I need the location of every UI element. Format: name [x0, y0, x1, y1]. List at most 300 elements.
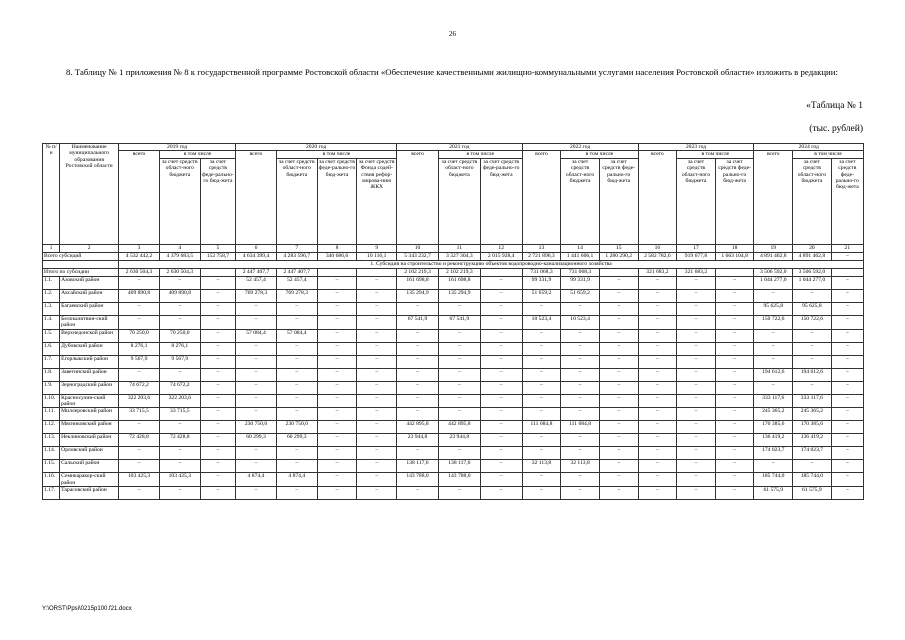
table-cell: – [638, 329, 677, 342]
table-cell: – [561, 368, 600, 381]
table-cell: – [715, 421, 754, 434]
table-cell: – [357, 473, 397, 487]
table-cell: – [677, 434, 716, 447]
table-cell: – [599, 473, 638, 487]
table-cell: – [831, 473, 863, 487]
table-cell: – [831, 289, 863, 302]
table-cell: – [317, 276, 357, 289]
column-number: 2 [60, 244, 119, 252]
header-total-2023: всего [638, 151, 677, 244]
table-cell: – [397, 447, 439, 460]
table-cell: – [522, 408, 561, 421]
municipality-name: Зерноградский район [60, 381, 119, 394]
table-cell: – [159, 421, 200, 434]
table-cell [599, 268, 638, 276]
table-cell: – [236, 394, 277, 408]
table-cell: – [599, 315, 638, 329]
table-cell: – [638, 342, 677, 355]
table-cell: – [159, 302, 200, 315]
table-cell: 51 659,2 [522, 289, 561, 302]
total-row-label: Всего субсидий [43, 252, 119, 260]
table-cell: – [599, 487, 638, 500]
table-cell: – [793, 381, 832, 394]
table-cell: – [599, 289, 638, 302]
table-cell: – [599, 421, 638, 434]
total-row [43, 252, 864, 260]
table-cell: 442 895,8 [397, 421, 439, 434]
table-cell: – [317, 487, 357, 500]
row-number: 1.11. [43, 408, 60, 421]
table-cell: 194 612,6 [793, 368, 832, 381]
column-number: 17 [677, 244, 716, 252]
municipality-name: Миллеровский район [60, 408, 119, 421]
table-cell: 23 944,8 [438, 434, 480, 447]
table-cell: 5 343 232,7 [397, 252, 439, 260]
column-number: 12 [480, 244, 522, 252]
table-cell: 8 276,1 [159, 342, 200, 355]
row-number: 1.6. [43, 342, 60, 355]
table-cell: – [276, 460, 317, 473]
table-cell: 143 788,0 [438, 473, 480, 487]
table-cell: – [638, 487, 677, 500]
table-cell: – [715, 487, 754, 500]
header-year-2019: 2019 год [119, 144, 236, 151]
table-cell: – [831, 315, 863, 329]
table-cell: – [522, 302, 561, 315]
table-cell: – [357, 289, 397, 302]
table-cell: 138 117,6 [438, 460, 480, 473]
table-cell: – [480, 302, 522, 315]
page-number: 26 [449, 30, 456, 38]
column-number-row [43, 244, 864, 252]
header-including-2023: в том числе [677, 151, 754, 158]
column-number: 9 [357, 244, 397, 252]
table-cell: – [200, 302, 235, 315]
table-cell: – [831, 434, 863, 447]
table-cell: – [480, 368, 522, 381]
table-cell [357, 268, 397, 276]
table-cell: – [522, 447, 561, 460]
table-cell: – [236, 408, 277, 421]
table-cell: – [276, 355, 317, 368]
table-cell: 1 044 277,0 [754, 276, 793, 289]
table-cell: – [236, 368, 277, 381]
table-cell: – [522, 434, 561, 447]
table-cell: 72 428,8 [119, 434, 160, 447]
table-cell: – [754, 355, 793, 368]
table-cell: 2 102 219,3 [397, 268, 439, 276]
table-cell: 322 203,6 [159, 394, 200, 408]
row-number: 1.8. [43, 368, 60, 381]
table-cell: 4 532 442,2 [119, 252, 160, 260]
table-cell: 340 686,6 [317, 252, 357, 260]
table-cell: – [677, 394, 716, 408]
header-regional-2023: за счет средств област-ного бюджета [677, 158, 716, 244]
table-cell: – [561, 329, 600, 342]
table-row [43, 447, 864, 460]
table-cell: 174 023,7 [754, 447, 793, 460]
table-row [43, 408, 864, 421]
table-cell: 52 457,4 [276, 276, 317, 289]
table-cell: – [793, 342, 832, 355]
municipality-name: Орловский район [60, 447, 119, 460]
table-cell: 185 744,0 [754, 473, 793, 487]
table-cell: – [831, 355, 863, 368]
row-number: 1.10. [43, 394, 60, 408]
table-cell: – [357, 355, 397, 368]
table-cell: – [715, 394, 754, 408]
table-cell: 150 722,6 [754, 315, 793, 329]
table-cell: – [599, 381, 638, 394]
table-cell: – [317, 394, 357, 408]
table-cell: – [200, 434, 235, 447]
table-cell: 321 683,2 [638, 268, 677, 276]
column-number: 7 [276, 244, 317, 252]
table-cell: – [522, 381, 561, 394]
table-cell: 2 447 407,7 [236, 268, 277, 276]
table-cell: 161 698,8 [397, 276, 439, 289]
table-cell: – [831, 381, 863, 394]
row-number: 1.13. [43, 434, 60, 447]
table-cell: 10 523,4 [522, 315, 561, 329]
table-cell: – [754, 329, 793, 342]
units-label: (тыс. рублей) [809, 124, 863, 134]
table-cell [480, 268, 522, 276]
header-fund-2020: за счет средств Фонда содей-ствия рефор-мирова-нию ЖКХ [357, 158, 397, 244]
table-cell: – [119, 421, 160, 434]
table-cell: – [200, 289, 235, 302]
table-cell: – [357, 381, 397, 394]
table-cell: – [677, 329, 716, 342]
table-cell: – [438, 368, 480, 381]
table-cell: – [480, 473, 522, 487]
header-including-2020: в том числе [276, 151, 396, 158]
table-cell: 136 419,2 [793, 434, 832, 447]
table-cell: – [200, 368, 235, 381]
table-cell: 10 116,1 [357, 252, 397, 260]
table-cell: – [438, 342, 480, 355]
table-cell: 2 582 782,6 [638, 252, 677, 260]
table-cell: – [276, 368, 317, 381]
table-cell: – [638, 408, 677, 421]
table-cell: – [599, 329, 638, 342]
column-number: 10 [397, 244, 439, 252]
header-federal-2024: за счет средств феде-рально-го бюд-жета [831, 158, 863, 244]
table-cell: 2 015 928,4 [480, 252, 522, 260]
table-cell [715, 268, 754, 276]
table-cell: – [317, 289, 357, 302]
table-cell: – [317, 460, 357, 473]
table-row [43, 329, 864, 342]
table-cell: – [236, 315, 277, 329]
table-cell: 333 117,6 [754, 394, 793, 408]
table-cell: 2 630 504,3 [159, 268, 200, 276]
table-row [43, 342, 864, 355]
table-cell: – [397, 302, 439, 315]
table-cell: 57 084,4 [236, 329, 277, 342]
table-cell: 138 117,6 [397, 460, 439, 473]
column-number: 13 [522, 244, 561, 252]
table-cell: – [522, 342, 561, 355]
table-cell: – [831, 394, 863, 408]
table-cell: – [200, 381, 235, 394]
header-total-2021: всего [397, 151, 439, 244]
table-cell: 95 625,8 [793, 302, 832, 315]
table-cell: – [159, 447, 200, 460]
table-cell: – [793, 355, 832, 368]
municipality-name: Красносулин-ский район [60, 394, 119, 408]
table-cell: – [200, 408, 235, 421]
header-regional-2022: за счет средств област-ного бюджета [561, 158, 600, 244]
table-cell: 4 283 596,7 [276, 252, 317, 260]
column-number: 1 [43, 244, 60, 252]
table-cell: – [638, 434, 677, 447]
column-number: 21 [831, 244, 863, 252]
table-cell: 33 715,5 [119, 408, 160, 421]
table-cell: 161 698,8 [438, 276, 480, 289]
table-cell: 61 575,9 [793, 487, 832, 500]
table-cell: – [715, 408, 754, 421]
table-row [43, 302, 864, 315]
table-cell: – [357, 408, 397, 421]
table-cell: – [317, 447, 357, 460]
table-cell: 136 419,2 [754, 434, 793, 447]
header-including-2024: в том числе [793, 151, 864, 158]
header-including-2022: в том числе [561, 151, 638, 158]
table-cell: – [357, 342, 397, 355]
table-cell: – [638, 381, 677, 394]
municipality-name: Мясниковский район [60, 421, 119, 434]
municipality-name: Багаевский район [60, 302, 119, 315]
municipality-name: Егорлыкский район [60, 355, 119, 368]
table-cell: 1 441 606,1 [561, 252, 600, 260]
row-number: 1.16. [43, 473, 60, 487]
table-cell: – [831, 487, 863, 500]
table-cell: – [522, 394, 561, 408]
table-cell: – [480, 434, 522, 447]
table-cell: – [200, 447, 235, 460]
table-cell: – [357, 329, 397, 342]
table-cell: – [677, 487, 716, 500]
table-cell: – [357, 315, 397, 329]
table-cell: – [438, 329, 480, 342]
table-cell: – [317, 302, 357, 315]
table-cell: – [522, 487, 561, 500]
table-cell: – [159, 276, 200, 289]
table-cell: – [200, 342, 235, 355]
footer-file-path: Y:\ORST\Ppsi\0215p100.f21.docx [42, 606, 132, 612]
column-number: 14 [561, 244, 600, 252]
table-cell: – [276, 342, 317, 355]
table-cell: – [715, 447, 754, 460]
table-cell: – [119, 447, 160, 460]
subsidy-table [42, 143, 864, 500]
column-number: 4 [159, 244, 200, 252]
header-year-2023: 2023 год [638, 144, 754, 151]
header-year-2024: 2024 год [754, 144, 864, 151]
table-cell: – [599, 434, 638, 447]
table-cell: – [276, 302, 317, 315]
column-number: 8 [317, 244, 357, 252]
table-cell: – [638, 394, 677, 408]
table-cell: – [480, 447, 522, 460]
table-cell: – [397, 355, 439, 368]
municipality-name: Заветинский район [60, 368, 119, 381]
table-cell: – [159, 487, 200, 500]
column-number: 16 [638, 244, 677, 252]
municipality-name: Верхнедонской район [60, 329, 119, 342]
table-cell: 74 672,2 [159, 381, 200, 394]
table-cell: 33 715,5 [159, 408, 200, 421]
table-cell: 99 331,9 [561, 276, 600, 289]
table-cell: – [715, 329, 754, 342]
table-cell: – [480, 289, 522, 302]
table-cell: 67 541,9 [397, 315, 439, 329]
table-cell: – [677, 289, 716, 302]
table-cell: 2 721 896,3 [522, 252, 561, 260]
table-cell: – [561, 487, 600, 500]
header-federal-2020: за счет средств феде-рально-го бюд-жета [317, 158, 357, 244]
header-federal-2023: за счет средств феде-рально-го бюд-жета [715, 158, 754, 244]
table-cell: 1 663 104,8 [715, 252, 754, 260]
header-federal-2022: за счет средств феде-рально-го бюд-жета [599, 158, 638, 244]
table-cell: – [638, 276, 677, 289]
table-cell: – [200, 355, 235, 368]
header-regional-2021: за счет средств област-ного бюджета [438, 158, 480, 244]
header-year-2022: 2022 год [522, 144, 638, 151]
table-cell [831, 268, 863, 276]
table-cell: – [638, 289, 677, 302]
table-cell: – [357, 487, 397, 500]
table-cell: – [480, 276, 522, 289]
table-cell: – [317, 421, 357, 434]
table-cell: – [397, 342, 439, 355]
table-cell: 152 758,7 [200, 252, 235, 260]
table-cell: – [236, 487, 277, 500]
table-row [43, 473, 864, 487]
table-cell: – [357, 394, 397, 408]
table-caption: «Таблица № 1 [806, 101, 863, 111]
table-cell: – [793, 289, 832, 302]
table-cell: 61 575,9 [754, 487, 793, 500]
table-cell: 143 788,0 [397, 473, 439, 487]
table-cell: – [522, 368, 561, 381]
table-cell: – [357, 434, 397, 447]
table-cell: – [236, 381, 277, 394]
section-title: 1. Субсидия на строительство и реконструкцию объектов водопроводно-канализационного хозяйства [119, 260, 864, 268]
row-number: 1.2. [43, 289, 60, 302]
table-cell: – [397, 329, 439, 342]
row-number: 1.9. [43, 381, 60, 394]
table-cell: 74 672,2 [119, 381, 160, 394]
table-row [43, 460, 864, 473]
table-cell: – [599, 302, 638, 315]
row-number: 1.12. [43, 421, 60, 434]
table-cell: – [638, 355, 677, 368]
table-row [43, 368, 864, 381]
table-cell: – [561, 355, 600, 368]
table-row [43, 381, 864, 394]
header-federal-2021: за счет средств феде-рально-го бюд-жета [480, 158, 522, 244]
table-cell: – [831, 276, 863, 289]
table-cell: – [561, 408, 600, 421]
table-cell: – [200, 460, 235, 473]
table-cell: 1 280 290,2 [599, 252, 638, 260]
table-cell: 99 331,9 [522, 276, 561, 289]
table-cell: – [438, 394, 480, 408]
table-cell: – [159, 460, 200, 473]
table-cell: – [397, 394, 439, 408]
table-cell: – [276, 487, 317, 500]
table-cell: – [831, 342, 863, 355]
table-cell: – [715, 368, 754, 381]
table-cell [317, 268, 357, 276]
subtotal-row-label: Итого по субсидии [43, 268, 119, 276]
table-cell: – [677, 342, 716, 355]
table-cell: 60 299,3 [276, 434, 317, 447]
table-cell: – [480, 460, 522, 473]
table-cell: – [200, 421, 235, 434]
table-cell: – [638, 315, 677, 329]
header-regional-2024: за счет средств област-ного бюджета [793, 158, 832, 244]
table-row [43, 434, 864, 447]
header-total-2024: всего [754, 151, 793, 244]
table-cell: – [638, 460, 677, 473]
table-cell: – [638, 473, 677, 487]
table-cell: – [561, 473, 600, 487]
row-number: 1.17. [43, 487, 60, 500]
table-cell: – [715, 315, 754, 329]
table-cell: 60 299,3 [236, 434, 277, 447]
table-cell: 72 428,8 [159, 434, 200, 447]
table-cell: – [317, 368, 357, 381]
table-cell: 23 944,8 [397, 434, 439, 447]
table-cell: – [357, 460, 397, 473]
table-cell: 67 541,9 [438, 315, 480, 329]
table-cell: 4 874,4 [236, 473, 277, 487]
municipality-name: Белокалитвин-ский район [60, 315, 119, 329]
table-cell: – [831, 447, 863, 460]
table-cell: – [599, 460, 638, 473]
table-cell: – [438, 302, 480, 315]
table-cell: – [561, 434, 600, 447]
table-cell: – [200, 276, 235, 289]
table-cell: 135 294,9 [438, 289, 480, 302]
table-cell: – [317, 342, 357, 355]
table-cell: – [317, 473, 357, 487]
table-cell [200, 268, 235, 276]
table-cell: 3 506 592,0 [793, 268, 832, 276]
table-cell: – [831, 368, 863, 381]
header-year-2020: 2020 год [236, 144, 397, 151]
table-cell: – [438, 487, 480, 500]
table-cell: 70 250,0 [159, 329, 200, 342]
table-cell: 194 612,6 [754, 368, 793, 381]
table-cell: 70 250,0 [119, 329, 160, 342]
table-cell: – [599, 447, 638, 460]
municipality-name: Дубовский район [60, 342, 119, 355]
table-cell: – [200, 487, 235, 500]
table-cell: – [200, 473, 235, 487]
table-cell: 2 447 407,7 [276, 268, 317, 276]
table-cell: 731 068,3 [561, 268, 600, 276]
table-cell: – [754, 381, 793, 394]
table-cell: – [119, 487, 160, 500]
table-cell: – [480, 342, 522, 355]
table-cell: – [831, 421, 863, 434]
table-cell: – [276, 394, 317, 408]
table-cell: – [715, 289, 754, 302]
